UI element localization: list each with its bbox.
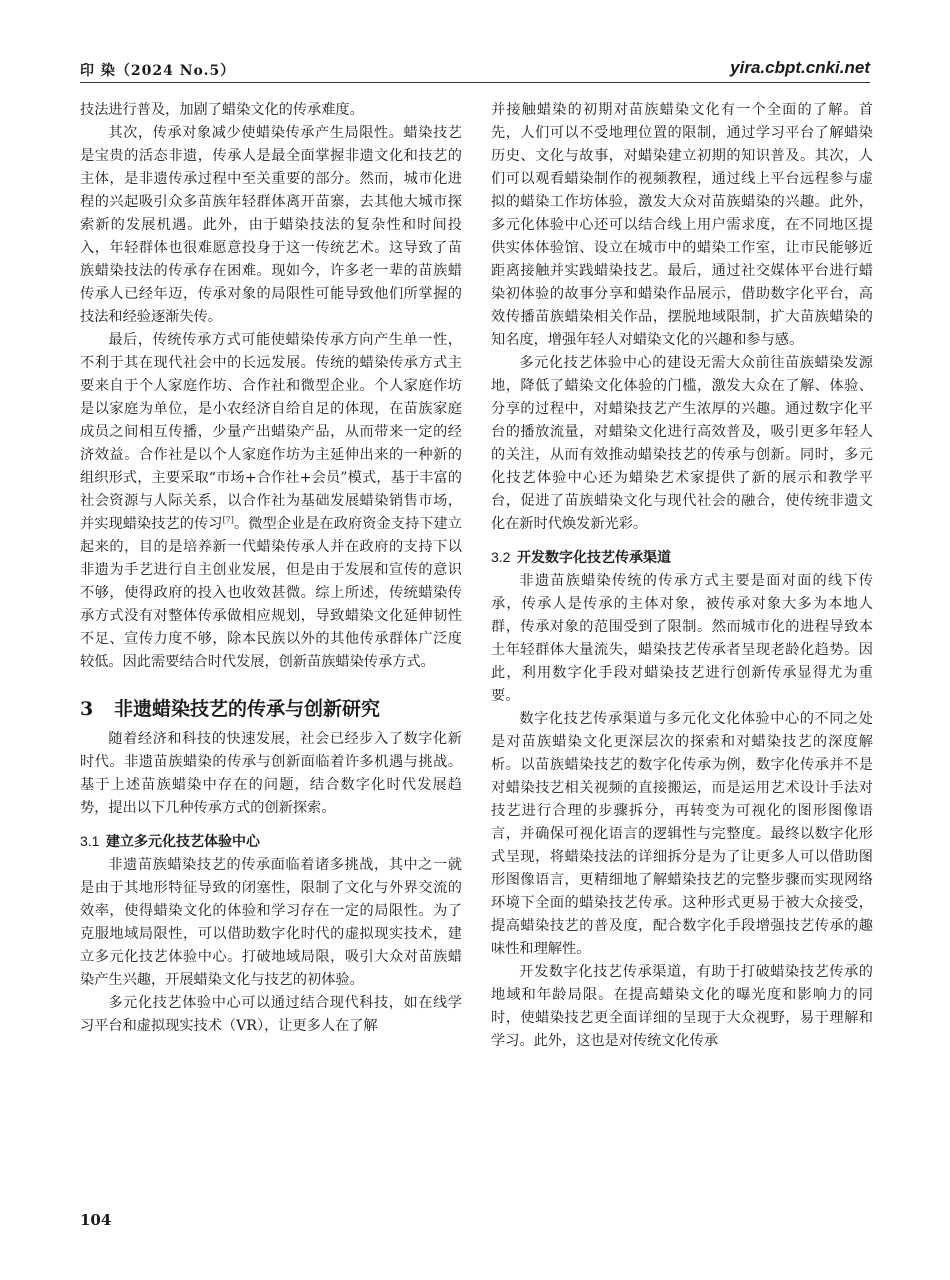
subsection-heading [80,830,462,852]
journal-name: 印 染（2024 No.5） [80,63,236,79]
paragraph: 其次，传承对象减少使蜡染传承产生局限性。蜡染技艺是宝贵的活态非遗，传承人是最全面掌握非遗文化和技艺的主体，是非遗传承过程中至关重要的部分。然而，城市化进程的兴起吸引众多苗族年轻群体离开苗寨，去其他大城市探索新的发展机遇。此外，由于蜡染技法的复杂性和时间投入，年轻群体也很难愿意投身于这一传统艺术。这导致了苗族蜡染技法的传承存在困难。现如今，许多老一辈的苗族蜡传承人已经年迈，传承对象的局限性可能导致他们所掌握的技法和经验逐渐失传。 [80,125,462,325]
paragraph-text: 。微型企业是在政府资金支持下建立起来的，目的是培养新一代蜡染传承人并在政府的支持下以非遗为手艺进行自主创业发展，但是由于发展和宣传的意识不够，使得政府的投入也收效甚微。综上所述，传统蜡染传承方式没有对整体传承做相应规划，导致蜡染文化延伸韧性不足、宣传力度不够，除本民族以外的其他传承群体广泛度较低。因此需要结合时代发展，创新苗族蜡染传承方式。 [80,516,462,670]
section-title: 非遗蜡染技艺的传承与创新研究 [114,698,381,720]
running-header [80,58,870,83]
paragraph: 非遗苗族蜡染技艺的传承面临着诸多挑战，其中之一就是由于其地形特征导致的闭塞性，限制了文化与外界交流的效率，使得蜡染文化的体验和学习存在一定的局限性。为了克服地域局限性，可以借助数字化时代的虚拟现实技术，建立多元化技艺体验中心。打破地域局限，吸引大众对苗族蜡染产生兴趣，开展蜡染文化与技艺的初体验。 [80,857,462,988]
subsection-number: 3.2 [491,549,511,565]
paragraph: 并接触蜡染的初期对苗族蜡染文化有一个全面的了解。首先，人们可以不受地理位置的限制，通过学习平台了解蜡染历史、文化与故事，对蜡染建立初期的知识普及。其次，人们可以观看蜡染制作的视频教程，通过线上平台远程参与虚拟的蜡染工作坊体验，激发大众对苗族蜡染的兴趣。此外，多元化体验中心还可以结合线上用户需求度，在不同地区提供实体体验馆、设立在城市中的蜡染工作室，让市民能够近距离接触并实践蜡染技艺。最后，通过社交媒体平台进行蜡染初体验的故事分享和蜡染作品展示，借助数字化平台，高效传播苗族蜡染相关作品，摆脱地域限制，扩大苗族蜡染的知名度，增强年轻人对蜡染文化的兴趣和参与感。 [491,102,873,348]
subsection-title: 建立多元化技艺体验中心 [106,833,260,849]
paragraph: 数字化技艺传承渠道与多元化文化体验中心的不同之处是对苗族蜡染文化更深层次的探索和对蜡染技艺的深度解析。以苗族蜡染技艺的数字化传承为例，数字化传承并不是对蜡染技艺相关视频的直接搬运，而是运用艺术设计手法对技艺进行合理的步骤拆分，再转变为可视化的图形图像语言，并确保可视化语言的逻辑性与完整度。最终以数字化形式呈现，将蜡染技法的详细拆分是为了让更多人可以借助图形图像语言，更精细地了解蜡染技艺的完整步骤而实现网络环境下全面的蜡染技艺传承。这种形式更易于被大众接受，提高蜡染技艺的普及度，配合数字化手段增强技艺传承的趣味性和理解性。 [491,711,873,957]
citation[interactable]: [7] [222,515,234,525]
subsection-heading [491,546,873,568]
page-number: 104 [80,1211,112,1229]
left-column [80,99,462,1038]
section-number: 3 [80,698,94,720]
right-column [491,99,873,1053]
paragraph: 随着经济和科技的快速发展，社会已经步入了数字化新时代。非遗苗族蜡染的传承与创新面临着许多机遇与挑战。基于上述苗族蜡染中存在的问题，结合数字化时代发展趋势，提出以下几种传承方式的创新探索。 [80,731,462,816]
paragraph: 开发数字化技艺传承渠道，有助于打破蜡染技艺传承的地域和年龄局限。在提高蜡染文化的曝光度和影响力的同时，使蜡染技艺更全面详细的呈现于大众视野，易于理解和学习。此外，这也是对传统文化传承 [491,964,873,1049]
paragraph [80,329,462,674]
section-heading [80,694,462,724]
paragraph-text: 最后，传统传承方式可能使蜡染传承方向产生单一性，不利于其在现代社会中的长远发展。传统的蜡染传承方式主要来自于个人家庭作坊、合作社和微型企业。个人家庭作坊是以家庭为单位，是小农经济自给自足的体现，在苗族家庭成员之间相互传播，少量产出蜡染产品，从而带来一定的经济效益。合作社是以个人家庭作坊为主延伸出来的一种新的组织形式，主要采取“市场+合作社+会员”模式，基于丰富的社会资源与人际关系，以合作社为基础发展蜡染销售市场，并实现蜡染技艺的传习 [80,332,462,532]
paragraph: 多元化技艺体验中心可以通过结合现代科技，如在线学习平台和虚拟现实技术（VR），让更多人在了解 [80,995,462,1034]
subsection-title: 开发数字化技艺传承渠道 [517,549,671,565]
paragraph: 技法进行普及，加剧了蜡染文化的传承难度。 [80,102,364,118]
paragraph: 非遗苗族蜡染传统的传承方式主要是面对面的线下传承，传承人是传承的主体对象，被传承对象大多为本地人群，传承对象的范围受到了限制。然而城市化的进程导致本土年轻群体大量流失，蜡染技艺传承者呈现老龄化趋势。因此，利用数字化手段对蜡染技艺进行创新传承显得尤为重要。 [491,573,873,704]
journal-website[interactable]: yira.cbpt.cnki.net [730,58,870,77]
paragraph: 多元化技艺体验中心的建设无需大众前往苗族蜡染发源地，降低了蜡染文化体验的门槛，激发大众在了解、体验、分享的过程中，对蜡染技艺产生浓厚的兴趣。通过数字化平台的播放流量，对蜡染文化进行高效普及，吸引更多年轻人的关注，从而有效推动蜡染技艺的传承与创新。同时，多元化技艺体验中心还为蜡染艺术家提供了新的展示和教学平台，促进了苗族蜡染文化与现代社会的融合，使传统非遗文化在新时代焕发新光彩。 [491,355,873,532]
subsection-number: 3.1 [80,833,100,849]
